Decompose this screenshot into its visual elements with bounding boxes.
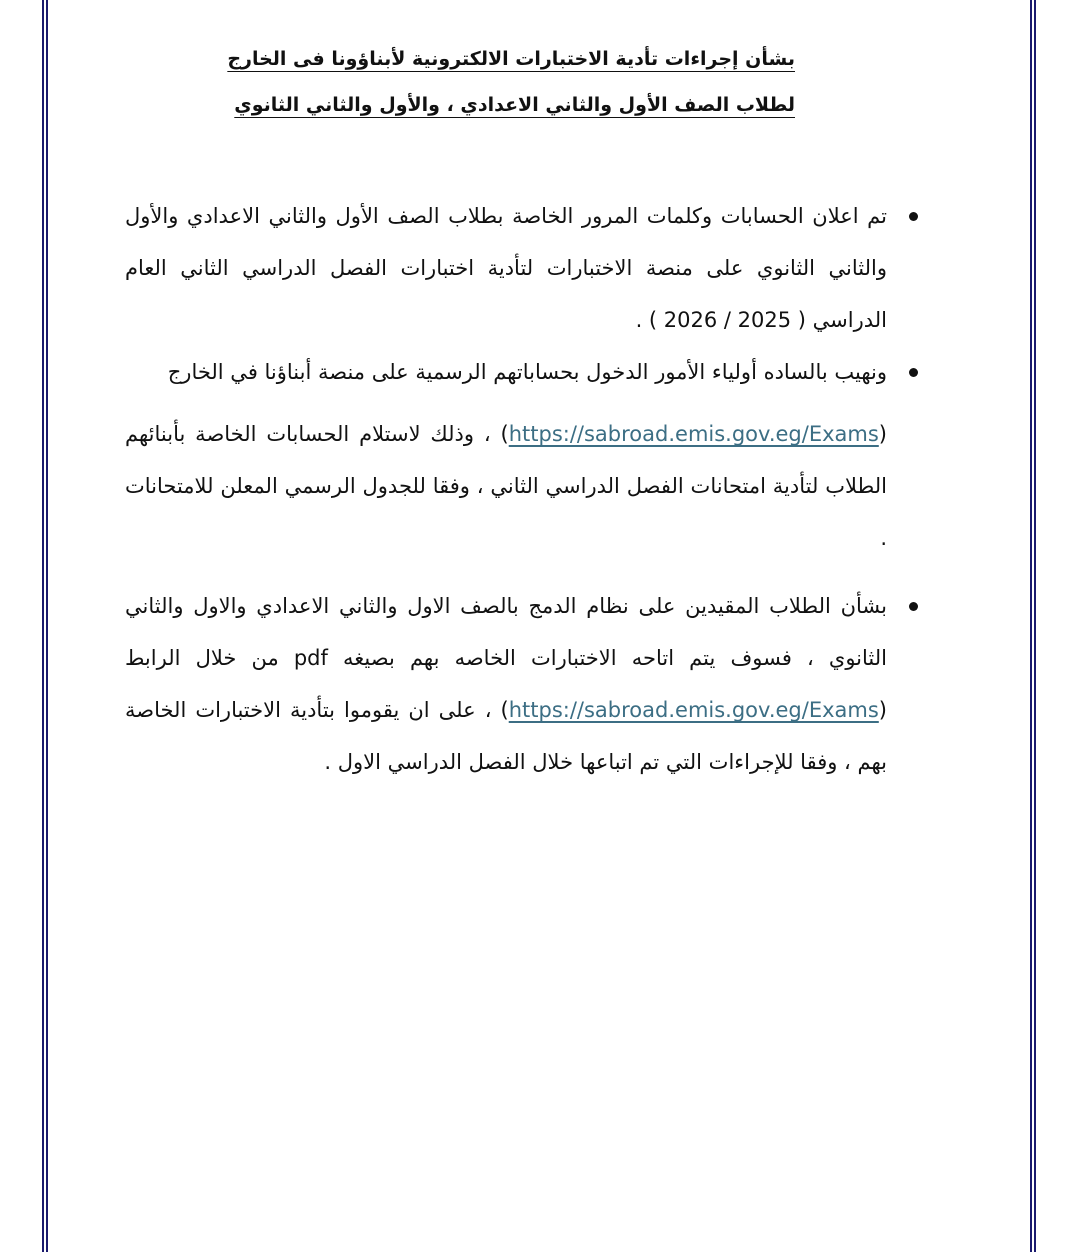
page-subtitle: لطلاب الصف الأول والثاني الاعدادي ، والأول والثاني الثانوي — [234, 94, 795, 116]
bullet-text-after-link: ) ، على ان يقوموا بتأدية الاختبارات الخاصة بهم ، وفقا للإجراءات التي تم اتباعها خلال الفصل الدراسي الاول . — [125, 698, 887, 774]
bullet-icon — [909, 368, 918, 377]
open-paren: ( — [878, 422, 887, 446]
page-border-left — [42, 0, 48, 1252]
bullet-item-parents — [125, 346, 920, 564]
document-body — [125, 190, 920, 788]
header-line-2 — [234, 82, 795, 128]
bullet-text: تم اعلان الحسابات وكلمات المرور الخاصة بطلاب الصف الأول والثاني الاعدادي والأول والثاني الثانوي على منصة الاختبارات لتأدية اختبارات الفصل الدراسي الثاني العام الدراسي ( 2025 / 2026 ) . — [125, 204, 887, 332]
page-title: بشأن إجراءات تأدية الاختبارات الالكترونية لأبناؤونا فى الخارج — [227, 48, 795, 70]
header-line-1 — [227, 36, 795, 82]
bullet-icon — [909, 212, 918, 221]
bullet-item-accounts — [125, 190, 920, 346]
exams-link[interactable]: https://sabroad.emis.gov.eg/Exams — [508, 422, 879, 446]
bullet-text-before-link: بشأن الطلاب المقيدين على نظام الدمج بالصف الاول والثاني الاعدادي والاول والثاني الثانوي ، فسوف يتم اتاحه الاختبارات الخاصه بهم بصيغه pdf من خلال الرابط ( — [125, 594, 887, 722]
exams-link[interactable]: https://sabroad.emis.gov.eg/Exams — [508, 698, 879, 722]
page-border-right — [1030, 0, 1036, 1252]
document-header — [227, 36, 795, 128]
bullet-item-integration — [125, 580, 920, 788]
bullet-icon — [909, 602, 918, 611]
bullet-text-after-link: ) ، وذلك لاستلام الحسابات الخاصة بأبنائهم الطلاب لتأدية امتحانات الفصل الدراسي الثاني ، وفقا للجدول الرسمي المعلن للامتحانات . — [125, 422, 887, 550]
bullet-text-first-line: ونهيب بالساده أولياء الأمور الدخول بحساباتهم الرسمية على منصة أبناؤنا في الخارج — [167, 360, 887, 384]
